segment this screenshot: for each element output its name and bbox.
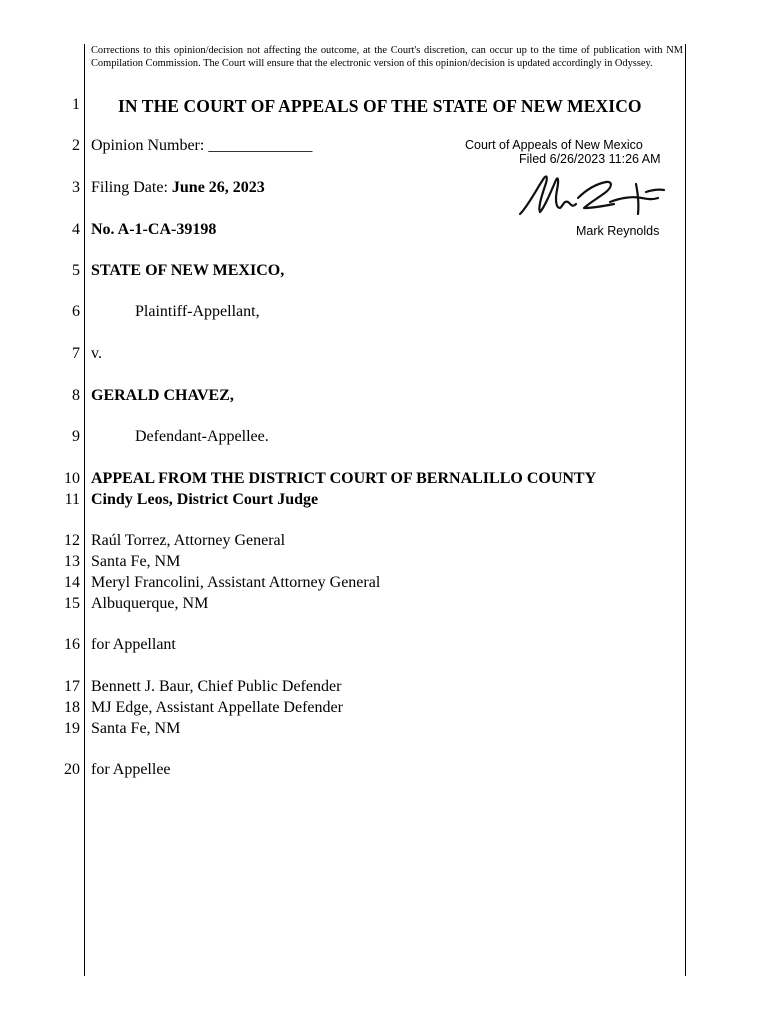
line-number: 20 (64, 761, 80, 778)
line-number: 15 (64, 595, 80, 612)
stamp-signer: Mark Reynolds (576, 224, 660, 238)
for-appellee: for Appellee (91, 761, 171, 778)
defendant-name: GERALD CHAVEZ, (91, 387, 234, 404)
line-number: 8 (72, 387, 80, 404)
line-number: 5 (72, 262, 80, 279)
plaintiff-name: STATE OF NEW MEXICO, (91, 262, 285, 279)
line-number: 11 (64, 491, 80, 508)
appeal-from: APPEAL FROM THE DISTRICT COURT OF BERNALILLO COUNTY (91, 470, 597, 487)
left-margin-rule (84, 44, 85, 976)
court-title: IN THE COURT OF APPEALS OF THE STATE OF NEW MEXICO (118, 96, 642, 116)
plaintiff-role: Plaintiff-Appellant, (135, 303, 260, 320)
line-number: 19 (64, 720, 80, 737)
line-number: 18 (64, 699, 80, 716)
counsel-line: Meryl Francolini, Assistant Attorney General (91, 574, 381, 591)
district-judge: Cindy Leos, District Court Judge (91, 491, 319, 508)
line-number: 10 (64, 470, 80, 487)
line-number: 12 (64, 532, 80, 549)
filing-date (91, 178, 265, 198)
filing-date-label: Filing Date: (91, 179, 172, 196)
line-number: 14 (64, 574, 80, 591)
counsel-line: Albuquerque, NM (91, 595, 209, 612)
line-number: 13 (64, 553, 80, 570)
signature-image (514, 168, 670, 230)
line-number: 7 (72, 345, 80, 362)
counsel-line: Santa Fe, NM (91, 720, 181, 737)
filing-date-value: June 26, 2023 (171, 179, 265, 196)
line-number: 4 (72, 221, 80, 238)
counsel-line: MJ Edge, Assistant Appellate Defender (91, 699, 343, 716)
counsel-line: Santa Fe, NM (91, 553, 181, 570)
line-number: 9 (72, 428, 80, 445)
stamp-court: Court of Appeals of New Mexico (465, 138, 643, 152)
stamp-filed: Filed 6/26/2023 11:26 AM (519, 152, 661, 166)
versus: v. (91, 345, 102, 362)
line-number: 1 (72, 96, 80, 113)
case-number: No. A-1-CA-39198 (91, 221, 217, 238)
line-number: 16 (64, 636, 80, 653)
for-appellant: for Appellant (91, 636, 176, 653)
line-number: 17 (64, 678, 80, 695)
opinion-number: Opinion Number: _____________ (91, 137, 313, 154)
counsel-line: Bennett J. Baur, Chief Public Defender (91, 678, 342, 695)
line-number: 6 (72, 303, 80, 320)
line-number: 2 (72, 137, 80, 154)
line-number: 3 (72, 179, 80, 196)
right-margin-rule (685, 44, 686, 976)
counsel-line: Raúl Torrez, Attorney General (91, 532, 286, 549)
corrections-notice: Corrections to this opinion/decision not affecting the outcome, at the Court's discretion, can occur up to the time of publication with NM Compilation Commission. The Court will ensure that the electronic version of this opinion/decision is updated accordingly in Odyssey. (91, 45, 683, 70)
defendant-role: Defendant-Appellee. (135, 428, 269, 445)
